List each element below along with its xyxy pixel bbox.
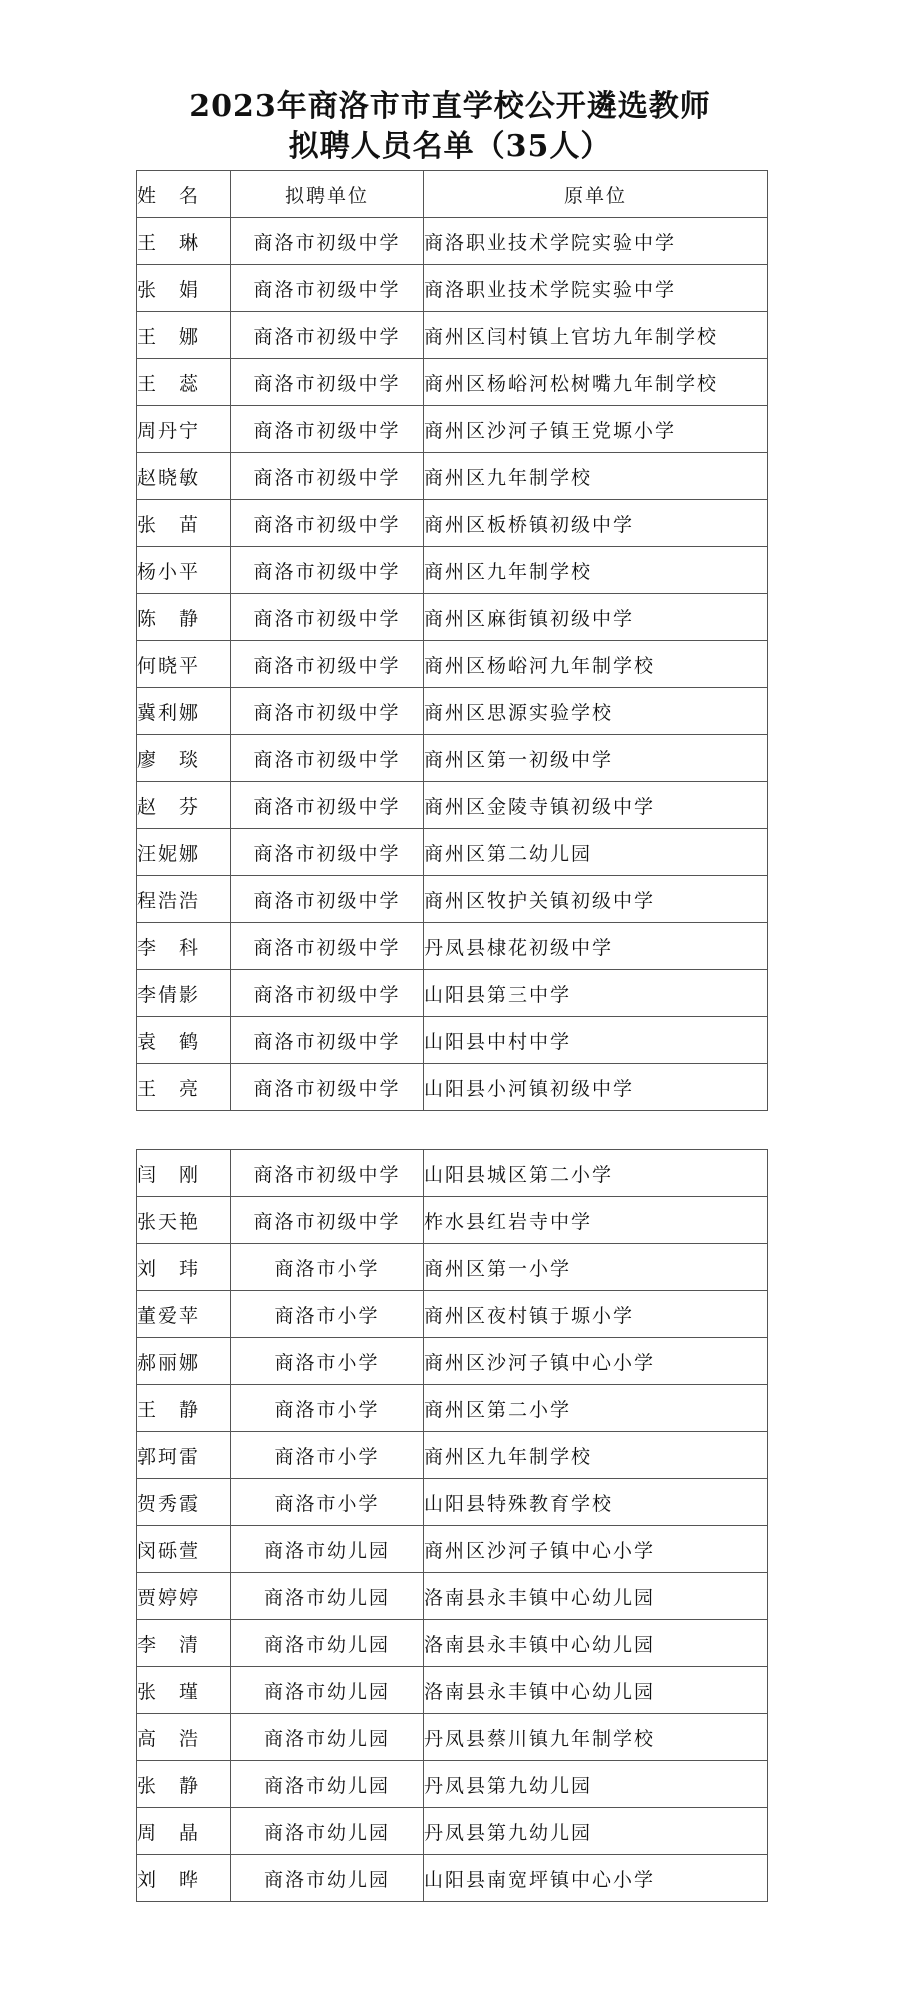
header-name: 姓 名: [137, 171, 231, 218]
cell-original-unit: 商州区第一小学: [424, 1244, 768, 1291]
table-row: [137, 594, 768, 641]
roster-body-part2: [137, 1150, 768, 1902]
cell-original-unit: 商州区第二小学: [424, 1385, 768, 1432]
header-hiring-unit: 拟聘单位: [231, 171, 424, 218]
cell-hiring-unit: 商洛市幼儿园: [231, 1667, 424, 1714]
cell-hiring-unit: 商洛市初级中学: [231, 1017, 424, 1064]
cell-name: 王 娜: [137, 312, 231, 359]
cell-name: 高 浩: [137, 1714, 231, 1761]
cell-hiring-unit: 商洛市幼儿园: [231, 1573, 424, 1620]
cell-hiring-unit: 商洛市初级中学: [231, 782, 424, 829]
roster-table-part2: [136, 1149, 768, 1902]
cell-original-unit: 商州区沙河子镇中心小学: [424, 1338, 768, 1385]
cell-hiring-unit: 商洛市幼儿园: [231, 1526, 424, 1573]
cell-original-unit: 山阳县第三中学: [424, 970, 768, 1017]
cell-original-unit: 商州区杨峪河九年制学校: [424, 641, 768, 688]
cell-name: 程浩浩: [137, 876, 231, 923]
table-row: [137, 1197, 768, 1244]
table-row: [137, 1667, 768, 1714]
cell-original-unit: 商州区麻街镇初级中学: [424, 594, 768, 641]
cell-name: 张 苗: [137, 500, 231, 547]
cell-name: 周 晶: [137, 1808, 231, 1855]
cell-original-unit: 山阳县南宽坪镇中心小学: [424, 1855, 768, 1902]
table-row: [137, 500, 768, 547]
table-row: [137, 1855, 768, 1902]
cell-original-unit: 商州区九年制学校: [424, 453, 768, 500]
table-row: [137, 1526, 768, 1573]
cell-hiring-unit: 商洛市幼儿园: [231, 1714, 424, 1761]
cell-name: 李倩影: [137, 970, 231, 1017]
table-row: [137, 1808, 768, 1855]
cell-original-unit: 丹凤县棣花初级中学: [424, 923, 768, 970]
cell-name: 袁 鹤: [137, 1017, 231, 1064]
cell-name: 王 亮: [137, 1064, 231, 1111]
cell-hiring-unit: 商洛市初级中学: [231, 688, 424, 735]
cell-hiring-unit: 商洛市初级中学: [231, 359, 424, 406]
cell-hiring-unit: 商洛市幼儿园: [231, 1620, 424, 1667]
cell-hiring-unit: 商洛市初级中学: [231, 547, 424, 594]
cell-hiring-unit: 商洛市小学: [231, 1385, 424, 1432]
cell-name: 闵砾萱: [137, 1526, 231, 1573]
cell-name: 郝丽娜: [137, 1338, 231, 1385]
cell-hiring-unit: 商洛市小学: [231, 1338, 424, 1385]
table-row: [137, 1432, 768, 1479]
table-row: [137, 1573, 768, 1620]
cell-original-unit: 柞水县红岩寺中学: [424, 1197, 768, 1244]
table-row: [137, 406, 768, 453]
cell-hiring-unit: 商洛市幼儿园: [231, 1855, 424, 1902]
cell-original-unit: 洛南县永丰镇中心幼儿园: [424, 1667, 768, 1714]
cell-name: 杨小平: [137, 547, 231, 594]
cell-original-unit: 商州区思源实验学校: [424, 688, 768, 735]
cell-original-unit: 商洛职业技术学院实验中学: [424, 265, 768, 312]
cell-name: 张 娟: [137, 265, 231, 312]
cell-hiring-unit: 商洛市小学: [231, 1432, 424, 1479]
cell-hiring-unit: 商洛市初级中学: [231, 406, 424, 453]
cell-original-unit: 商州区夜村镇于塬小学: [424, 1291, 768, 1338]
cell-original-unit: 商州区牧护关镇初级中学: [424, 876, 768, 923]
cell-hiring-unit: 商洛市初级中学: [231, 265, 424, 312]
cell-hiring-unit: 商洛市初级中学: [231, 829, 424, 876]
cell-name: 赵晓敏: [137, 453, 231, 500]
table-row: [137, 876, 768, 923]
cell-hiring-unit: 商洛市初级中学: [231, 1064, 424, 1111]
table-row: [137, 1714, 768, 1761]
cell-hiring-unit: 商洛市小学: [231, 1244, 424, 1291]
cell-original-unit: 商州区杨峪河松树嘴九年制学校: [424, 359, 768, 406]
table-row: [137, 1338, 768, 1385]
table-row: [137, 453, 768, 500]
cell-name: 张 静: [137, 1761, 231, 1808]
table-row: [137, 641, 768, 688]
cell-hiring-unit: 商洛市初级中学: [231, 218, 424, 265]
cell-name: 刘 晔: [137, 1855, 231, 1902]
table-row: [137, 923, 768, 970]
cell-name: 董爱苹: [137, 1291, 231, 1338]
cell-name: 汪妮娜: [137, 829, 231, 876]
table-row: [137, 1620, 768, 1667]
cell-hiring-unit: 商洛市初级中学: [231, 453, 424, 500]
cell-hiring-unit: 商洛市初级中学: [231, 1150, 424, 1197]
cell-name: 冀利娜: [137, 688, 231, 735]
roster-table-part1: [136, 170, 768, 1111]
table-row: [137, 359, 768, 406]
cell-name: 王 琳: [137, 218, 231, 265]
cell-original-unit: 商州区沙河子镇王党塬小学: [424, 406, 768, 453]
cell-original-unit: 丹凤县第九幼儿园: [424, 1761, 768, 1808]
table-row: [137, 1291, 768, 1338]
table-row: [137, 688, 768, 735]
cell-name: 李 清: [137, 1620, 231, 1667]
cell-original-unit: 商州区金陵寺镇初级中学: [424, 782, 768, 829]
table-row: [137, 1479, 768, 1526]
cell-hiring-unit: 商洛市初级中学: [231, 594, 424, 641]
table-row: [137, 970, 768, 1017]
cell-original-unit: 山阳县城区第二小学: [424, 1150, 768, 1197]
table-header-row: [137, 171, 768, 218]
cell-original-unit: 山阳县中村中学: [424, 1017, 768, 1064]
cell-name: 刘 玮: [137, 1244, 231, 1291]
cell-hiring-unit: 商洛市初级中学: [231, 500, 424, 547]
cell-hiring-unit: 商洛市初级中学: [231, 923, 424, 970]
cell-name: 王 静: [137, 1385, 231, 1432]
cell-name: 张 瑾: [137, 1667, 231, 1714]
cell-original-unit: 商州区沙河子镇中心小学: [424, 1526, 768, 1573]
cell-name: 李 科: [137, 923, 231, 970]
cell-original-unit: 洛南县永丰镇中心幼儿园: [424, 1620, 768, 1667]
table-row: [137, 1064, 768, 1111]
cell-hiring-unit: 商洛市初级中学: [231, 876, 424, 923]
cell-hiring-unit: 商洛市初级中学: [231, 1197, 424, 1244]
table-row: [137, 218, 768, 265]
cell-name: 陈 静: [137, 594, 231, 641]
cell-name: 郭珂雷: [137, 1432, 231, 1479]
cell-hiring-unit: 商洛市初级中学: [231, 970, 424, 1017]
cell-original-unit: 山阳县特殊教育学校: [424, 1479, 768, 1526]
cell-hiring-unit: 商洛市初级中学: [231, 312, 424, 359]
cell-name: 闫 刚: [137, 1150, 231, 1197]
table-row: [137, 1244, 768, 1291]
cell-name: 何晓平: [137, 641, 231, 688]
document-title-line2: 拟聘人员名单（35人）: [288, 129, 612, 164]
cell-original-unit: 丹凤县第九幼儿园: [424, 1808, 768, 1855]
cell-original-unit: 商州区九年制学校: [424, 1432, 768, 1479]
cell-hiring-unit: 商洛市初级中学: [231, 641, 424, 688]
cell-name: 贾婷婷: [137, 1573, 231, 1620]
cell-original-unit: 商州区板桥镇初级中学: [424, 500, 768, 547]
cell-name: 贺秀霞: [137, 1479, 231, 1526]
cell-hiring-unit: 商洛市幼儿园: [231, 1808, 424, 1855]
cell-name: 张天艳: [137, 1197, 231, 1244]
cell-original-unit: 丹凤县蔡川镇九年制学校: [424, 1714, 768, 1761]
header-original-unit: 原单位: [424, 171, 768, 218]
cell-hiring-unit: 商洛市幼儿园: [231, 1761, 424, 1808]
table-row: [137, 1017, 768, 1064]
cell-name: 赵 芬: [137, 782, 231, 829]
cell-original-unit: 商州区九年制学校: [424, 547, 768, 594]
table-row: [137, 1150, 768, 1197]
table-row: [137, 312, 768, 359]
roster-body-part1: [137, 218, 768, 1111]
table-row: [137, 782, 768, 829]
document-title-line1: 2023年商洛市市直学校公开遴选教师: [189, 89, 711, 124]
table-row: [137, 547, 768, 594]
cell-hiring-unit: 商洛市初级中学: [231, 735, 424, 782]
cell-hiring-unit: 商洛市小学: [231, 1479, 424, 1526]
cell-hiring-unit: 商洛市小学: [231, 1291, 424, 1338]
cell-original-unit: 商洛职业技术学院实验中学: [424, 218, 768, 265]
table-row: [137, 829, 768, 876]
cell-original-unit: 商州区第二幼儿园: [424, 829, 768, 876]
cell-original-unit: 商州区闫村镇上官坊九年制学校: [424, 312, 768, 359]
cell-name: 周丹宁: [137, 406, 231, 453]
cell-original-unit: 商州区第一初级中学: [424, 735, 768, 782]
table-row: [137, 1385, 768, 1432]
cell-original-unit: 洛南县永丰镇中心幼儿园: [424, 1573, 768, 1620]
table-row: [137, 1761, 768, 1808]
cell-name: 王 蕊: [137, 359, 231, 406]
cell-name: 廖 琰: [137, 735, 231, 782]
cell-original-unit: 山阳县小河镇初级中学: [424, 1064, 768, 1111]
table-row: [137, 265, 768, 312]
table-row: [137, 735, 768, 782]
